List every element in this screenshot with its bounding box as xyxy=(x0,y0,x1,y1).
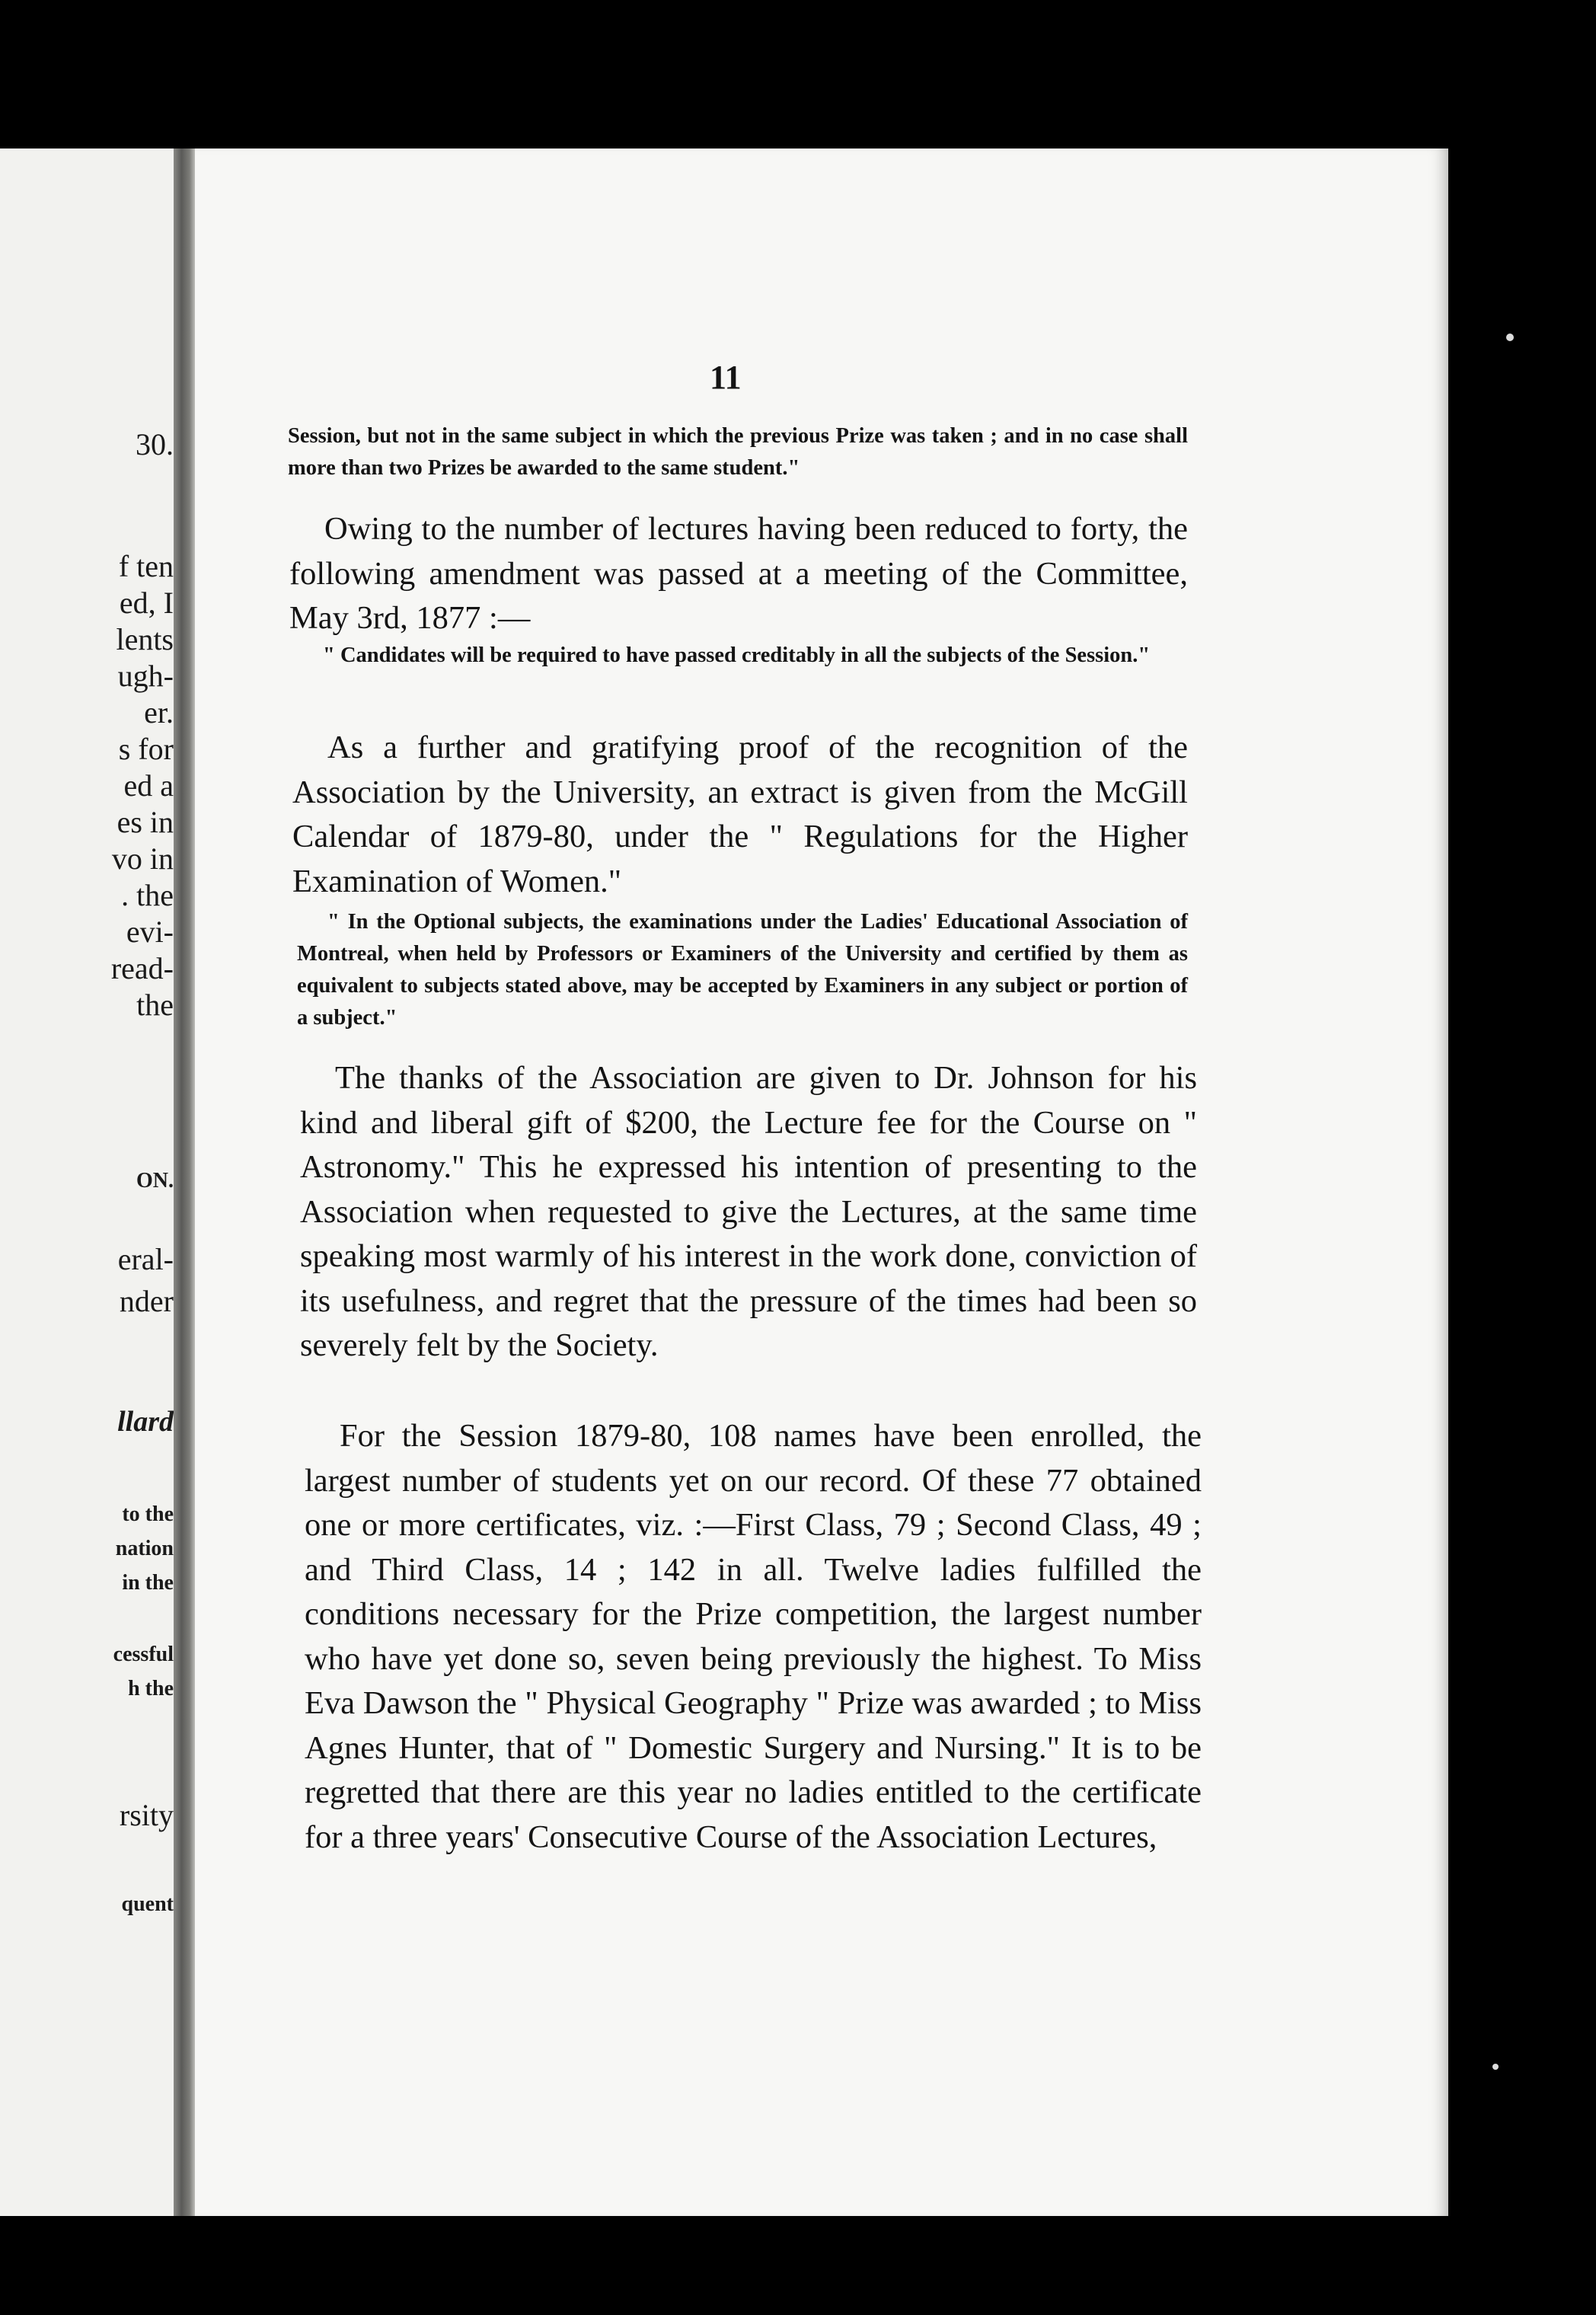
left-fragment: rsity xyxy=(119,1798,174,1832)
left-fragment: evi- xyxy=(126,915,174,949)
left-fragment: er. xyxy=(144,695,174,730)
left-fragment: ed, I xyxy=(119,586,174,620)
left-fragment: ugh- xyxy=(117,659,174,693)
dust-speck xyxy=(1492,2064,1499,2070)
left-fragment: vo in xyxy=(111,841,174,876)
left-fragment: eral- xyxy=(117,1242,174,1276)
paragraph-session: For the Session 1879-80, 108 names have been enrolled, the largest number of students yet on our record. Of these 77 obtained one or more certificates, viz. :—First Class, 79 ; Second Class, 49 ; and Third Class, 14 ; 142 in all. Twelve ladies fulfilled the conditions necessary for the Prize competition, the largest number who have yet done so, seven being previously the highest. To Miss Eva Dawson the " Physical Geography " Prize was awarded ; to Miss Agnes Hunter, that of " Domestic Surgery and Nursing." It is to be regretted that there are this year no ladies entitled to the certificate for a three years' Consecutive Course of the Association Lectures, xyxy=(305,1418,1202,1855)
left-fragment: lents xyxy=(116,622,174,656)
left-fragment: the xyxy=(136,988,174,1022)
left-fragment: llard xyxy=(117,1406,174,1438)
left-fragment: quent xyxy=(121,1892,174,1916)
left-fragment: ed a xyxy=(123,768,174,803)
left-fragment: read- xyxy=(110,951,174,985)
quote-calendar: " In the Optional subjects, the examinations under the Ladies' Educational Association of Montreal, when held by Professors or Examiners of the University and certified by them as equivalent to subjects stated above, may be accepted by Examiners in any subject or portion of a subject." xyxy=(297,910,1188,1030)
quote-amendment: " Candidates will be required to have passed creditably in all the subjects of the Session." xyxy=(323,643,1151,667)
left-fragment: es in xyxy=(117,805,174,839)
paragraph-amendment: Owing to the number of lectures having been reduced to forty, the following amendment was passed at a meeting of the Committee, May 3rd, 1877 :— xyxy=(289,511,1188,636)
left-fragment: . the xyxy=(121,878,174,912)
book-gutter xyxy=(174,148,196,2216)
left-fragment: to the xyxy=(122,1502,174,1526)
left-fragment: cessful xyxy=(113,1643,174,1666)
left-fragment: ON. xyxy=(136,1169,174,1193)
previous-page-edge xyxy=(0,148,180,2216)
left-fragment: nation xyxy=(115,1537,174,1560)
quote-continuation: Session, but not in the same subject in which the previous Prize was taken ; and in no case shall more than two Prizes be awarded to the same student." xyxy=(288,424,1188,480)
left-fragment: s for xyxy=(118,732,174,766)
left-fragment: nder xyxy=(119,1284,174,1318)
left-fragment: 30. xyxy=(136,427,174,461)
left-fragment: f ten xyxy=(118,549,174,583)
left-fragment: in the xyxy=(122,1571,174,1595)
dust-speck xyxy=(1506,334,1514,341)
left-fragment: h the xyxy=(128,1677,174,1700)
paragraph-johnson: The thanks of the Association are given to Dr. Johnson for his kind and liberal gift of $200, the Lecture fee for the Course on " Astronomy." This he expressed his intention of presenting to the Association when requested to give the Lectures, at the same time speaking most warmly of his interest in the work done, conviction of its usefulness, and regret that the pressure of the times had been so severely felt by the Society. xyxy=(300,1060,1197,1363)
paragraph-university: As a further and gratifying proof of the recognition of the Association by the University, an extract is given from the McGill Calendar of 1879-80, under the " Regulations for the Higher Examination of Women." xyxy=(292,730,1188,899)
page-number: 11 xyxy=(710,359,742,396)
